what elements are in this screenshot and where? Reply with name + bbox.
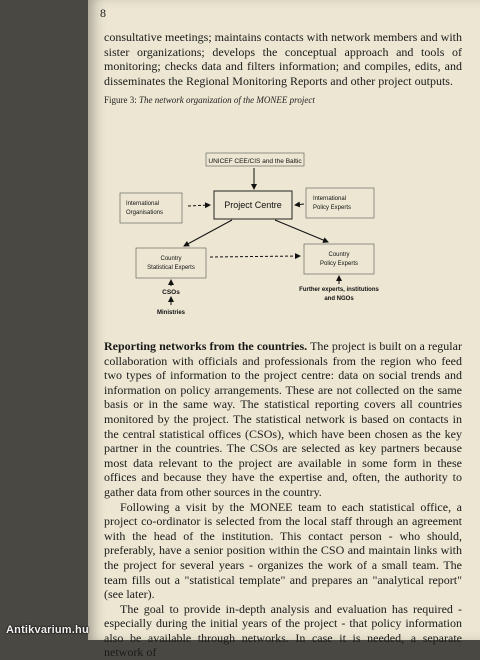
node-further-1: Further experts, institutions bbox=[299, 287, 379, 293]
node-intl-org-2: Organisations bbox=[126, 210, 164, 216]
node-ministries: Ministries bbox=[156, 310, 186, 316]
network-diagram bbox=[120, 148, 379, 320]
paragraph-intro-text: consultative meetings; maintains contacts with network members and with sister organizations; develops the conceptual approach and tools of monitoring; checks data and filters information; and compiles, edits, and disseminates the Regional Monitoring Reports and other project outputs. bbox=[104, 30, 462, 88]
page-number: 8 bbox=[100, 6, 106, 20]
box-intl-org bbox=[120, 193, 182, 223]
box-stat-experts bbox=[136, 248, 206, 278]
section-paragraph-2: Following a visit by the MONEE team to each statistical office, a project co-ordinator is selected from the local staff through an agreement with the head of the institution. This contact person - who should, preferably, have a senior position within the CSO and maintain links with the project for several years - organizes the work of a small team. The team fills out a "statistical template" and prepares an "analytical report" (see later). bbox=[104, 499, 462, 602]
figure-title: The network organization of the MONEE project bbox=[139, 95, 315, 105]
node-further-2: and NGOs bbox=[324, 296, 354, 302]
node-csos: CSOs bbox=[162, 289, 180, 296]
section-paragraph-1 bbox=[104, 339, 462, 500]
section-paragraph-1-text: The project is built on a regular collaboration with officials and professionals from the region who feed two types of information to the project centre: data on social trends and information on policy arrangements. These are not collected on the same basis or in the same way. The statistical reporting covers all countries monitored by the project. The statistical network is based on contacts in the central statistical offices (CSOs), which have been chosen as the key partner in the countries. The CSOs are selected as key partners because most data relevant to the project are available in some form in these offices and because they have the expertise and, often, the authority to gather data from other sources in the country. bbox=[104, 339, 462, 499]
paragraph-intro bbox=[104, 30, 462, 88]
node-stat-experts-2: Statistical Experts bbox=[147, 265, 195, 271]
section-paragraph-3: The goal to provide in-depth analysis and evaluation has required - especially during the initial years of the project - that policy information also be available through networks. In case it is needed, a separate network of bbox=[104, 601, 462, 660]
node-intl-org-1: International bbox=[126, 201, 160, 207]
section-heading: Reporting networks from the countries. bbox=[104, 339, 308, 353]
node-pol-experts-1: Country bbox=[328, 252, 350, 258]
arrow-centre-stat bbox=[184, 220, 232, 246]
watermark: Antikvarium.hu bbox=[6, 624, 89, 636]
node-unicef: UNICEF CEE/CIS and the Baltic bbox=[208, 158, 302, 165]
figure-label: Figure 3: bbox=[104, 95, 137, 105]
node-pol-experts-2: Policy Experts bbox=[319, 261, 359, 267]
arrow-stat-policy bbox=[210, 256, 300, 257]
arrow-experts-centre bbox=[295, 204, 304, 205]
section-body bbox=[104, 339, 462, 660]
node-intl-experts-2: Policy Experts bbox=[313, 205, 352, 211]
arrow-orgs-centre bbox=[188, 205, 210, 206]
node-project-centre: Project Centre bbox=[224, 200, 282, 210]
arrow-centre-policy bbox=[275, 220, 328, 242]
node-intl-experts-1: International bbox=[313, 196, 347, 202]
figure-caption bbox=[104, 95, 315, 105]
node-stat-experts-1: Country bbox=[160, 256, 182, 262]
